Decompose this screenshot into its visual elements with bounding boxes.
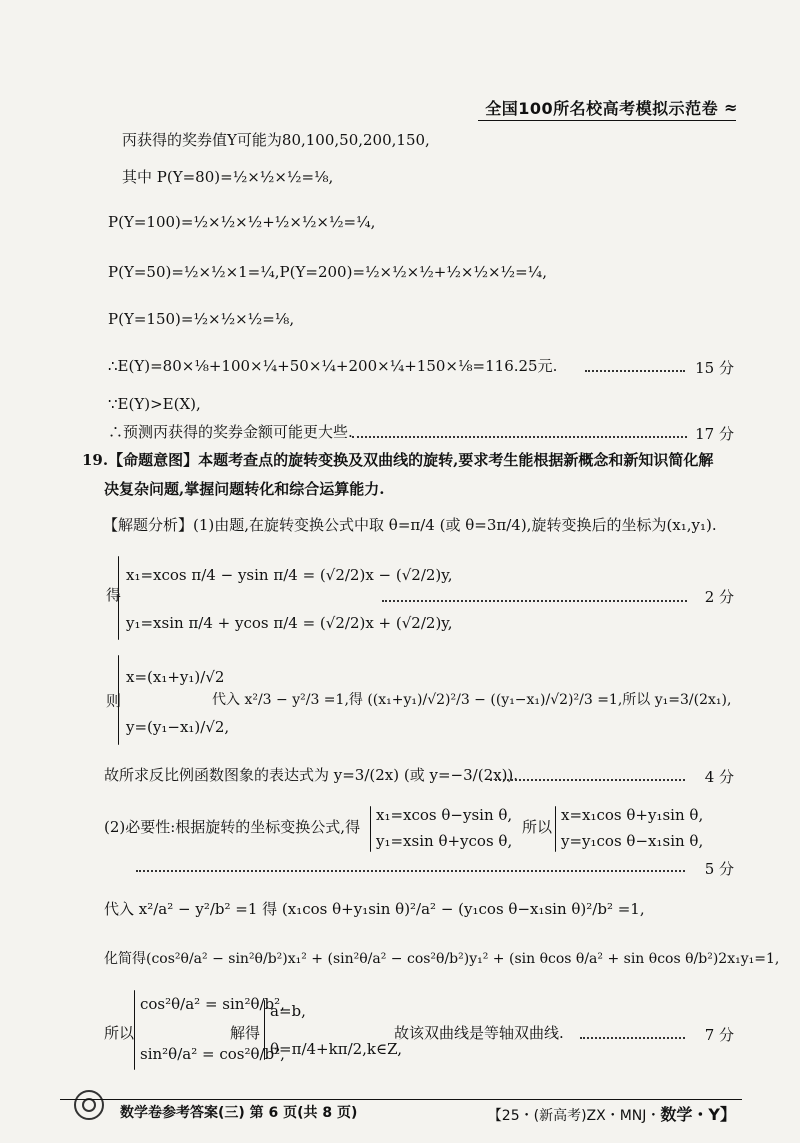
- score: 2 分: [704, 588, 734, 606]
- line: 代入 x²/3 − y²/3 =1,得 ((x₁+y₁)/√2)²/3 − ((y₁−x₁)/√2)²/3 =1,所以 y₁=3/(2x₁),: [212, 692, 732, 708]
- score: 7 分: [704, 1026, 734, 1044]
- score: 5 分: [704, 860, 734, 878]
- leader-dots: [490, 779, 685, 781]
- ze-label: 则: [106, 692, 122, 710]
- line: x=(x₁+y₁)/√2: [126, 668, 225, 686]
- header-title: 全国100所名校高考模拟示范卷 ≈: [485, 98, 738, 118]
- line: y₁=xsin π/4 + ycos π/4 = (√2/2)x + (√2/2)y,: [126, 614, 453, 632]
- leader-dots: [352, 436, 687, 438]
- brace: [118, 556, 119, 640]
- book-icon: ≈: [724, 98, 738, 117]
- line: cos²θ/a² = sin²θ/b²,: [140, 995, 285, 1013]
- brace: [370, 806, 371, 852]
- line: 决复杂问题,掌握问题转化和综合运算能力.: [104, 480, 385, 498]
- line: 19.【命题意图】本题考查点的旋转变换及双曲线的旋转,要求考生能根据新概念和新知识简化解: [82, 451, 714, 469]
- brace: [555, 806, 556, 852]
- line: x₁=xcos π/4 − ysin π/4 = (√2/2)x − (√2/2)y,: [126, 566, 453, 584]
- line: P(Y=50)=½×½×1=¼,P(Y=200)=½×½×½+½×½×½=¼,: [108, 263, 547, 281]
- score: 17 分: [695, 425, 734, 443]
- logo-icon: [74, 1090, 104, 1120]
- line: sin²θ/a² = cos²θ/b²,: [140, 1045, 285, 1063]
- score: 15 分: [695, 359, 734, 377]
- line: 故该双曲线是等轴双曲线.: [394, 1024, 564, 1042]
- header-rule: [478, 120, 736, 121]
- footer-right: [488, 1102, 736, 1125]
- line: a=b,: [270, 1002, 306, 1020]
- leader-dots: [580, 1037, 685, 1039]
- line: y=(y₁−x₁)/√2,: [126, 718, 230, 736]
- footer-code: 【25・(新高考)ZX・MNJ・: [487, 1108, 661, 1124]
- footer-subject: 数学・Y】: [660, 1105, 736, 1124]
- line: θ=π/4+kπ/2,k∈Z,: [270, 1040, 403, 1058]
- de-label: 得: [106, 586, 122, 604]
- line: 丙获得的奖券值Y可能为80,100,50,200,150,: [122, 131, 430, 149]
- line: ∵E(Y)>E(X),: [108, 395, 201, 413]
- line: 其中 P(Y=80)=½×½×½=⅛,: [122, 168, 334, 186]
- jiede-label: 解得: [230, 1024, 261, 1042]
- leader-dots: [136, 870, 685, 872]
- line: 所以: [104, 1024, 135, 1042]
- line: (2)必要性:根据旋转的坐标变换公式,得: [104, 818, 361, 836]
- line: P(Y=100)=½×½×½+½×½×½=¼,: [108, 213, 376, 231]
- score: 4 分: [704, 768, 734, 786]
- line: 故所求反比例函数图象的表达式为 y=3/(2x) (或 y=−3/(2x)).: [104, 766, 519, 784]
- line: y₁=xsin θ+ycos θ,: [376, 832, 513, 850]
- line: x=x₁cos θ+y₁sin θ,: [561, 806, 704, 824]
- leader-dots: [585, 370, 685, 372]
- brace: [264, 1000, 265, 1060]
- leader-dots: [382, 600, 687, 602]
- footer-rule: [60, 1099, 742, 1100]
- line: P(Y=150)=½×½×½=⅛,: [108, 310, 295, 328]
- line: ∴预测丙获得的奖券金额可能更大些.: [108, 423, 353, 441]
- line: 【解题分析】(1)由题,在旋转变换公式中取 θ=π/4 (或 θ=3π/4),旋转变换后的坐标为(x₁,y₁).: [103, 516, 717, 534]
- line: 化简得(cos²θ/a² − sin²θ/b²)x₁² + (sin²θ/a² − cos²θ/b²)y₁² + (sin θcos θ/a² + sin θcos θ/b²)2x₁y₁=1,: [104, 951, 780, 967]
- suoyi-label: 所以: [522, 818, 553, 836]
- brace: [134, 990, 135, 1070]
- brace: [118, 655, 119, 745]
- line: 代入 x²/a² − y²/b² =1 得 (x₁cos θ+y₁sin θ)²/a² − (y₁cos θ−x₁sin θ)²/b² =1,: [104, 900, 645, 918]
- line: ∴E(Y)=80×⅛+100×¼+50×¼+200×¼+150×⅛=116.25元.: [108, 357, 558, 375]
- line: y=y₁cos θ−x₁sin θ,: [561, 832, 704, 850]
- footer-left: 数学卷参考答案(三) 第 6 页(共 8 页): [120, 1105, 358, 1121]
- line: x₁=xcos θ−ysin θ,: [376, 806, 513, 824]
